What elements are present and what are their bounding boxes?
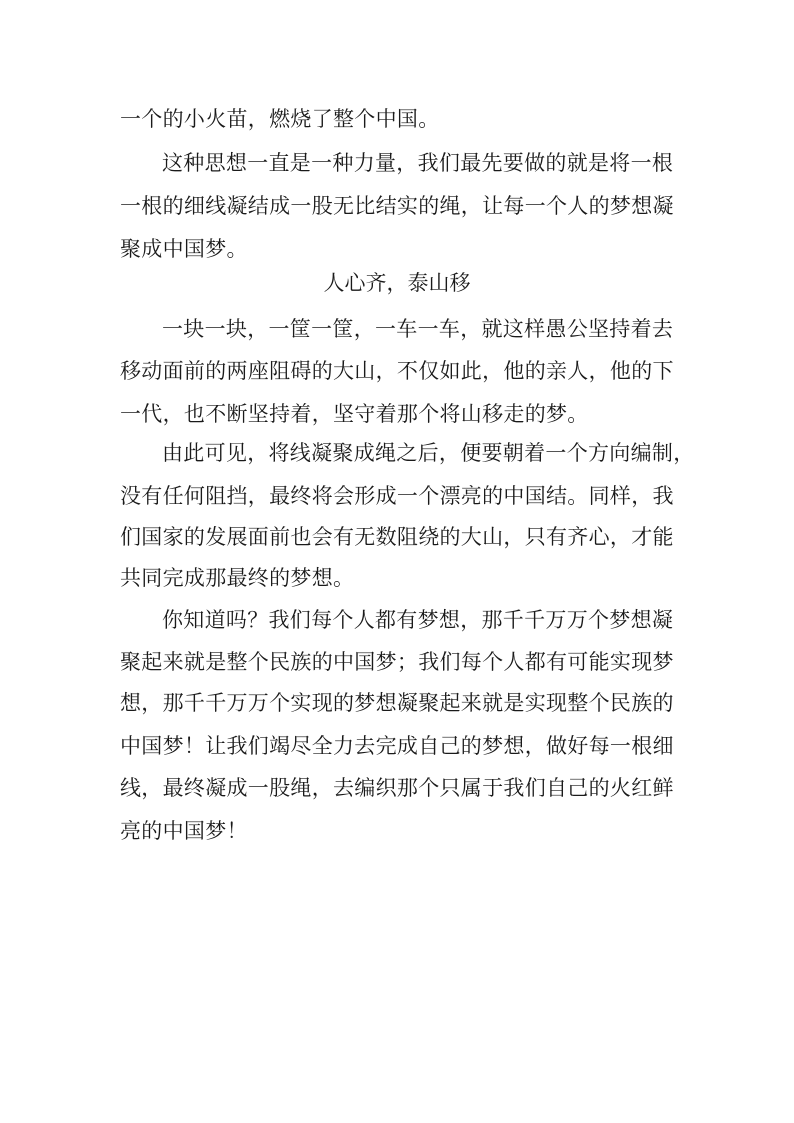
text-line: 们国家的发展面前也会有无数阻绕的大山，只有齐心，才能 [120,525,674,549]
text-line: 由此可见，将线凝聚成绳之后，便要朝着一个方向编制， [162,441,695,465]
text-line: 没有任何阻挡，最终将会形成一个漂亮的中国结。同样，我 [120,484,674,508]
text-line: 想，那千千万万个实现的梦想凝聚起来就是实现整个民族的 [120,691,674,715]
text-line: 共同完成那最终的梦想。 [120,566,355,590]
text-line: 线，最终凝成一股绳，去编织那个只属于我们自己的火红鲜 [120,776,674,800]
section-heading: 人心齐，泰山移 [323,271,471,295]
text-line: 一个的小火苗，燃烧了整个中国。 [120,107,440,131]
text-line: 中国梦！让我们竭尽全力去完成自己的梦想，做好每一根细 [120,734,674,758]
text-line: 聚成中国梦。 [120,237,248,261]
text-line: 一块一块，一筐一筐，一车一车，就这样愚公坚持着去 [162,317,674,341]
text-line: 一代，也不断坚持着，坚守着那个将山移走的梦。 [120,402,589,426]
text-line: 这种思想一直是一种力量，我们最先要做的就是将一根 [162,151,674,175]
text-line: 一根的细线凝结成一股无比结实的绳，让每一个人的梦想凝 [120,194,674,218]
text-line: 亮的中国梦！ [120,819,248,843]
text-line: 你知道吗？我们每个人都有梦想，那千千万万个梦想凝 [162,608,674,632]
text-line: 移动面前的两座阻碍的大山，不仅如此，他的亲人，他的下 [120,359,674,383]
text-line: 聚起来就是整个民族的中国梦；我们每个人都有可能实现梦 [120,650,674,674]
